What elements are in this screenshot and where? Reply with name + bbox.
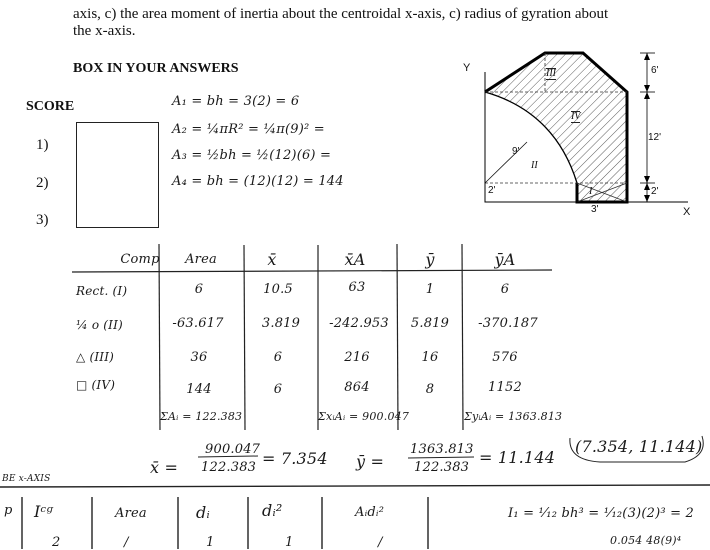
table-header-xbarA: x̄A bbox=[344, 250, 366, 269]
dim-3: 3' bbox=[591, 204, 599, 215]
area-work-line-4: A₄ = bh = (12)(12) = 144 bbox=[172, 174, 344, 189]
area-work-line-3: A₃ = ½bh = ½(12)(6) = bbox=[172, 148, 332, 163]
table-sum-xa: ΣxᵢAᵢ = 900.047 bbox=[318, 410, 410, 423]
region-label-I: I bbox=[589, 186, 593, 197]
table-row-1-comp: Rect. (I) bbox=[76, 284, 128, 298]
answer-item-2: 2) bbox=[36, 175, 49, 191]
ybar-result: = 11.144 bbox=[479, 448, 556, 467]
table-row-2-xbar: 3.819 bbox=[261, 316, 301, 331]
answer-item-3: 3) bbox=[36, 212, 49, 228]
table-header-xbar: x̄ bbox=[267, 250, 277, 269]
table-row-1-ybarA: 6 bbox=[500, 282, 510, 297]
table-row-4-comp: □ (IV) bbox=[76, 378, 116, 392]
second-row-adi2: / bbox=[378, 535, 383, 550]
xbar-numerator: 900.047 bbox=[205, 442, 261, 457]
area-work-line-2: A₂ = ¼πR² = ¼π(9)² = bbox=[172, 122, 325, 137]
bottom-partial-expression: 0.054 48(9)⁴ bbox=[610, 534, 682, 547]
ybar-label: ȳ = bbox=[356, 452, 385, 471]
second-header-p: p bbox=[4, 503, 13, 518]
table-header-area: Area bbox=[185, 252, 217, 267]
answer-item-1: 1) bbox=[36, 137, 49, 153]
dim-12: 12' bbox=[648, 132, 662, 143]
table-row-1-ybar: 1 bbox=[425, 282, 435, 297]
xbar-denominator: 122.383 bbox=[201, 460, 257, 475]
inertia-formula-I: I₁ = ¹⁄₁₂ bh³ = ¹⁄₁₂(3)(2)³ = 2 bbox=[508, 506, 694, 521]
ybar-numerator: 1363.813 bbox=[410, 442, 474, 457]
table-row-1-xbar: 10.5 bbox=[263, 282, 293, 297]
table-row-2-ybarA: -370.187 bbox=[478, 316, 538, 331]
table-row-3-ybar: 16 bbox=[421, 350, 439, 365]
second-header-area: Area bbox=[115, 506, 147, 521]
table-row-3-xbarA: 216 bbox=[344, 350, 370, 365]
region-label-III: III bbox=[546, 68, 556, 79]
dim-2-right: 2' bbox=[651, 186, 659, 197]
table-row-4-xbar: 6 bbox=[273, 382, 283, 397]
score-label: SCORE bbox=[26, 99, 75, 114]
table-row-3-comp: △ (III) bbox=[76, 350, 115, 364]
area-work-line-1: A₁ = bh = 3(2) = 6 bbox=[172, 94, 300, 109]
table-row-2-xbarA: -242.953 bbox=[329, 316, 389, 331]
xbar-result: = 7.354 bbox=[262, 449, 328, 468]
table-row-4-ybarA: 1152 bbox=[488, 380, 522, 395]
table-header-comp: Comp bbox=[120, 252, 160, 267]
table-row-1-area: 6 bbox=[194, 282, 204, 297]
figure-x-axis-label: X bbox=[683, 206, 691, 218]
table-sum-ya: ΣyᵢAᵢ = 1363.813 bbox=[464, 410, 563, 423]
table-row-2-area: -63.617 bbox=[172, 316, 224, 331]
second-row-di: 1 bbox=[206, 535, 215, 550]
dim-2-left: 2' bbox=[488, 185, 496, 196]
region-label-IV: IV bbox=[571, 111, 581, 122]
problem-line-1: axis, c) the area moment of inertia about the centroidal x-axis, c) radius of gyration about bbox=[73, 6, 609, 22]
table-row-4-area: 144 bbox=[186, 382, 212, 397]
table-header-ybar: ȳ bbox=[425, 250, 435, 269]
second-header-icg: Iᶜᵍ bbox=[34, 502, 53, 521]
table-row-3-xbar: 6 bbox=[273, 350, 283, 365]
dim-9-radius: 9' bbox=[512, 146, 520, 157]
table-sum-area: ΣAᵢ = 122.383 bbox=[160, 410, 243, 423]
region-label-II: II bbox=[531, 160, 538, 171]
table-row-3-area: 36 bbox=[190, 350, 208, 365]
table-row-4-ybar: 8 bbox=[425, 382, 435, 397]
figure-y-axis-label: Y bbox=[463, 62, 471, 74]
table-row-3-ybarA: 576 bbox=[492, 350, 518, 365]
second-header-di2: dᵢ² bbox=[262, 501, 283, 520]
second-table-corner: BE x-AXIS bbox=[2, 474, 51, 484]
table-row-2-comp: ¼ o (II) bbox=[76, 318, 123, 332]
second-row-icg: 2 bbox=[52, 535, 61, 550]
centroid-point: (7.354, 11.144) bbox=[575, 437, 703, 456]
second-row-area: / bbox=[124, 535, 129, 550]
table-row-1-xbarA: 63 bbox=[348, 280, 366, 295]
ybar-denominator: 122.383 bbox=[414, 460, 470, 475]
table-row-2-ybar: 5.819 bbox=[410, 316, 450, 331]
problem-line-2: the x-axis. bbox=[73, 23, 136, 39]
box-answers-note: BOX IN YOUR ANSWERS bbox=[73, 61, 239, 76]
second-row-di2: 1 bbox=[285, 535, 294, 550]
xbar-label: x̄ = bbox=[150, 458, 179, 477]
dim-6: 6' bbox=[651, 65, 659, 76]
table-header-ybarA: ȳA bbox=[494, 250, 516, 269]
second-header-di: dᵢ bbox=[196, 503, 210, 522]
second-header-adi2: Aᵢdᵢ² bbox=[355, 505, 385, 520]
table-row-4-xbarA: 864 bbox=[344, 380, 370, 395]
